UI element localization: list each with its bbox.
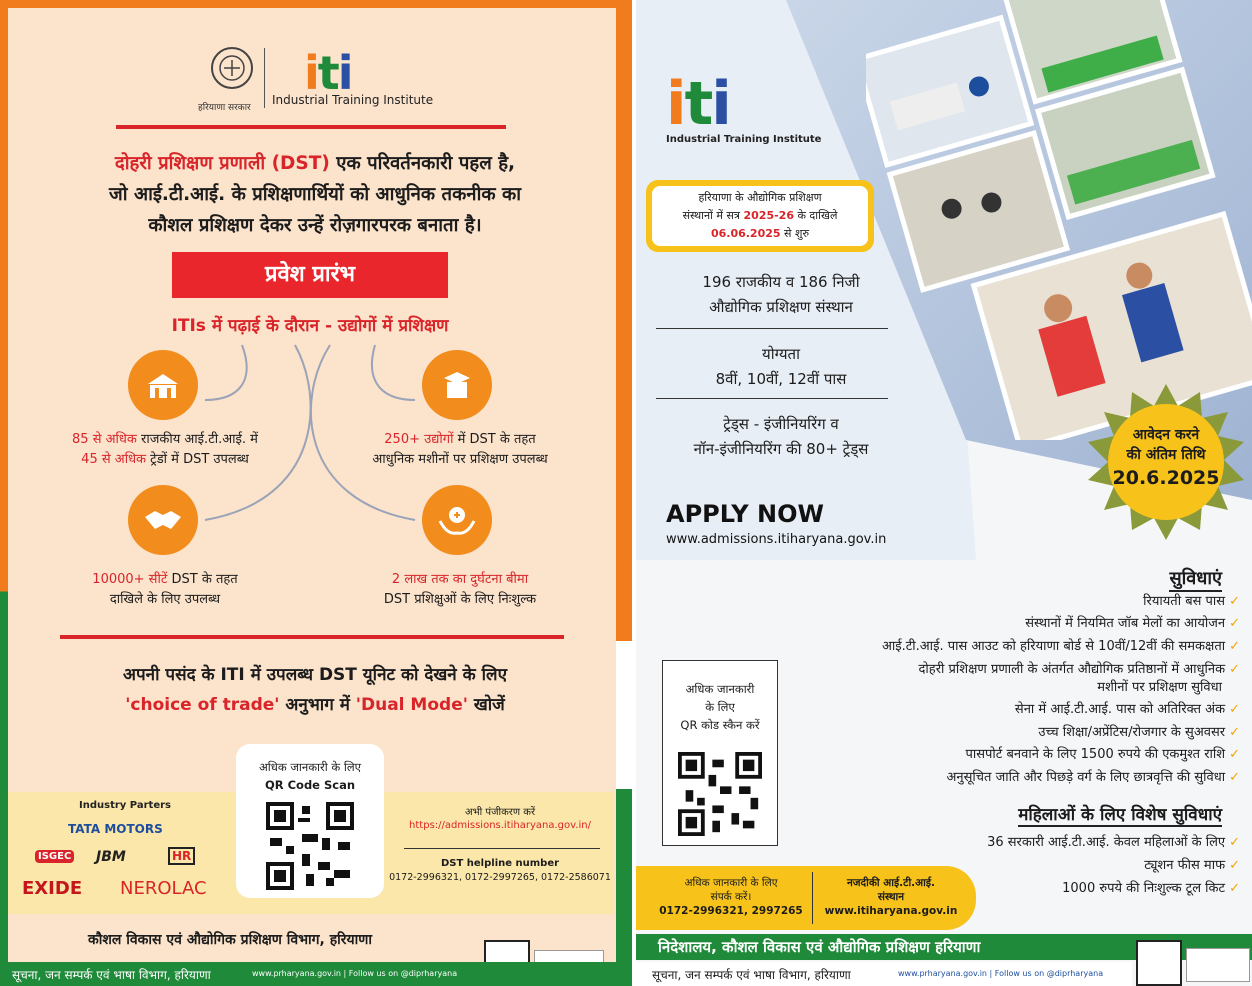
handshake-icon [128, 485, 198, 555]
intro-text: दोहरी प्रशिक्षण प्रणाली (DST) एक परिवर्तनकारी पहल है, जो आई.टी.आई. के प्रशिक्षणार्थियों को आधुनिक तकनीक का कौशल प्रशिक्षण देकर उन्हें रोज़गारपरक बनाता है। [108, 153, 522, 236]
qr-code[interactable] [678, 752, 762, 836]
feature-seats: 10000+ सीटें DST के तहत दाखिले के लिए उपलब्ध [92, 572, 238, 607]
deadline-text: आवेदन करने की अंतिम तिथि 20.6.2025 [1112, 427, 1220, 489]
eligibility: योग्यता 8वीं, 10वीं, 12वीं पास [715, 345, 847, 388]
iti-logo: iti [666, 69, 730, 139]
directorate: निदेशालय, कौशल विकास एवं औद्योगिक प्रशिक्षण हरियाणा [658, 938, 981, 956]
insurance-hands-icon [422, 485, 492, 555]
women-item: 36 सरकारी आई.टी.आई. केवल महिलाओं के लिए ✓ [987, 835, 1240, 850]
partner-tata: TATA MOTORS [68, 822, 163, 836]
nearest-iti: नजदीकी आई.टी.आई. संस्थान www.itiharyana.gov.in [824, 877, 958, 917]
footer-social[interactable]: www.prharyana.gov.in | Follow us on @diprharyana [898, 969, 1104, 978]
facilities-title: सुविधाएं [1169, 566, 1222, 592]
qr-caption: अधिक जानकारी के लिए QR Code Scan [259, 760, 361, 792]
contact-info: अधिक जानकारी के लिए संपर्क करें। 0172-2996321, 2997265 [659, 877, 803, 917]
feature-insurance: 2 लाख तक का दुर्घटना बीमा DST प्रशिक्षुओं के लिए निःशुल्क [383, 572, 537, 607]
workshop-photos [866, 0, 1252, 440]
department: कौशल विकास एवं औद्योगिक प्रशिक्षण विभाग, हरियाणा [87, 932, 373, 948]
facility-item: रियायती बस पास ✓ [1143, 594, 1240, 609]
govt-label: हरियाणा सरकार [198, 103, 251, 113]
apply-now[interactable]: APPLY NOW [666, 500, 825, 528]
facility-item: मशीनों पर प्रशिक्षण सुविधा [1097, 680, 1222, 695]
admission-banner: प्रवेश प्रारंभ [172, 252, 448, 298]
building-icon [128, 350, 198, 420]
facility-item: आई.टी.आई. पास आउट को हरियाणा बोर्ड से 10वीं/12वीं की समकक्षता ✓ [881, 639, 1240, 654]
institutes-text: 196 राजकीय व 186 निजी औद्योगिक प्रशिक्षण संस्थान [702, 273, 860, 316]
choice-text: अपनी पसंद के ITI में उपलब्ध DST यूनिट को देखने के लिए 'choice of trade' अनुभाग में 'Dual Mode' खोजें [123, 665, 507, 715]
women-item: ट्यूशन फीस माफ ✓ [1144, 858, 1240, 873]
facility-item: उच्च शिक्षा/अप्रेंटिस/रोजगार के सुअवसर ✓ [1038, 725, 1240, 740]
subtitle: ITIs में पढ़ाई के दौरान - उद्योगों में प्रशिक्षण [171, 316, 449, 336]
qr-caption: अधिक जानकारी के लिए QR कोड स्कैन करें [680, 682, 760, 732]
feature-itis: 85 से अधिक राजकीय आई.टी.आई. में 45 से अधिक ट्रेडों में DST उपलब्ध [72, 432, 258, 467]
partner-jbm: JBM [96, 849, 126, 865]
apply-url[interactable]: www.admissions.itiharyana.gov.in [666, 532, 887, 547]
register-url[interactable]: https://admissions.itiharyana.gov.in/ [409, 820, 591, 831]
graduation-icon [422, 350, 492, 420]
partners-title: Industry Parters [79, 800, 171, 811]
iti-subtitle: Industrial Training Institute [666, 134, 822, 145]
feature-industries: 250+ उद्योगों में DST के तहत आधुनिक मशीनों पर प्रशिक्षण उपलब्ध [372, 432, 548, 467]
iti-subtitle: Industrial Training Institute [272, 93, 434, 107]
women-title: महिलाओं के लिए विशेष सुविधाएं [1018, 802, 1222, 827]
iti-logo: iti [304, 46, 352, 100]
partner-hr: HR [168, 847, 195, 865]
facility-item: दोहरी प्रशिक्षण प्रणाली के अंतर्गत औद्योगिक प्रतिष्ठानों में आधुनिक ✓ [918, 662, 1240, 677]
helpline-label: DST helpline number [440, 858, 560, 869]
partner-exide: EXIDE [22, 878, 83, 899]
haryana-emblem [208, 44, 256, 98]
facility-item: अनुसूचित जाति और पिछड़े वर्ग के लिए छात्रवृत्ति की सुविधा ✓ [946, 770, 1240, 785]
register-label: अभी पंजीकरण करें [464, 807, 536, 818]
footer-social[interactable]: www.prharyana.gov.in | Follow us on @diprharyana [252, 969, 458, 978]
helpline-numbers: 0172-2996321, 0172-2997265, 0172-2586071 [389, 872, 611, 883]
footer-qr[interactable] [1136, 940, 1182, 986]
footer-dept: सूचना, जन सम्पर्क एवं भाषा विभाग, हरियाणा [12, 968, 211, 982]
women-item: 1000 रुपये की निःशुल्क टूल किट ✓ [1062, 881, 1240, 896]
partner-isgec: ISGEC [35, 850, 74, 863]
partner-nerolac: NEROLAC [120, 878, 207, 899]
footer-dept: सूचना, जन सम्पर्क एवं भाषा विभाग, हरियाणा [652, 968, 851, 982]
qr-code[interactable] [266, 802, 354, 890]
facility-item: पासपोर्ट बनवाने के लिए 1500 रुपये की एकमुश्त राशि ✓ [965, 747, 1240, 762]
facility-item: संस्थानों में नियमित जॉब मेलों का आयोजन ✓ [1025, 616, 1240, 631]
right-poster: iti Industrial Training Institute हरियाणा के औद्योगिक प्रशिक्षण संस्थानों में सत्र 2025-26 के दाखिले 06.06.2025 से शुरु 196 राजकीय व 186 निजी औद्योगिक प्रशिक्षण संस्थान योग्यता 8वीं, 10वीं, 12वीं पास ट्रेड्स - इंजीनियरिंग व नॉन-इंजीनियरिंग की 80+ ट्रेड्स आवेदन करने की अंतिम तिथि 20.6.2025 APPLY NOW www.admissions.itiharyana.gov.in सुविधाएं रियायती बस पास ✓ संस्थानों में नियमित जॉब मेलों का आयोजन ✓ आई.टी.आई. पास आउट को हरियाणा बोर्ड से 10वीं/12वीं की समकक्षता ✓ दोहरी प्रशिक्षण प्रणाली के अंतर्गत औद्योगिक प्रतिष्ठानों में आधुनिक ✓ मशीनों पर प्रशिक्षण सुविधा सेना में आई.टी.आई. पास को अतिरिक्त अंक ✓ उच्च शिक्षा/अप्रेंटिस/रोजगार के सुअवसर ✓ पासपोर्ट बनवाने के लिए 1500 रुपये की एकमुश्त राशि ✓ अनुसूचित जाति और पिछड़े वर्ग के लिए छात्रवृत्ति की सुविधा ✓ महिलाओं के लिए विशेष सुविधाएं 36 सरकारी आई.टी.आई. केवल महिलाओं के लिए ✓ ट्यूशन फीस माफ ✓ 1000 रुपये की निःशुल्क टूल किट ✓ अधिक जानकारी के लिए QR कोड स्कैन करें अधिक जानकारी के लिए संपर्क करें। 0172-2996321, 2997265 नजदीकी आई.टी.आई. संस्थान www.itiharyana.gov.in निदेशालय, कौशल विकास एवं औद्योगिक प्रशिक्षण हरियाणा सूचना, जन सम्पर्क एवं भाषा विभाग, हरियाणा www.prharyana.gov.in | Follow us on @diprharyana [636, 0, 1252, 986]
facility-item: सेना में आई.टी.आई. पास को अतिरिक्त अंक ✓ [1014, 702, 1240, 717]
trades: ट्रेड्स - इंजीनियरिंग व नॉन-इंजीनियरिंग की 80+ ट्रेड्स [693, 415, 869, 458]
